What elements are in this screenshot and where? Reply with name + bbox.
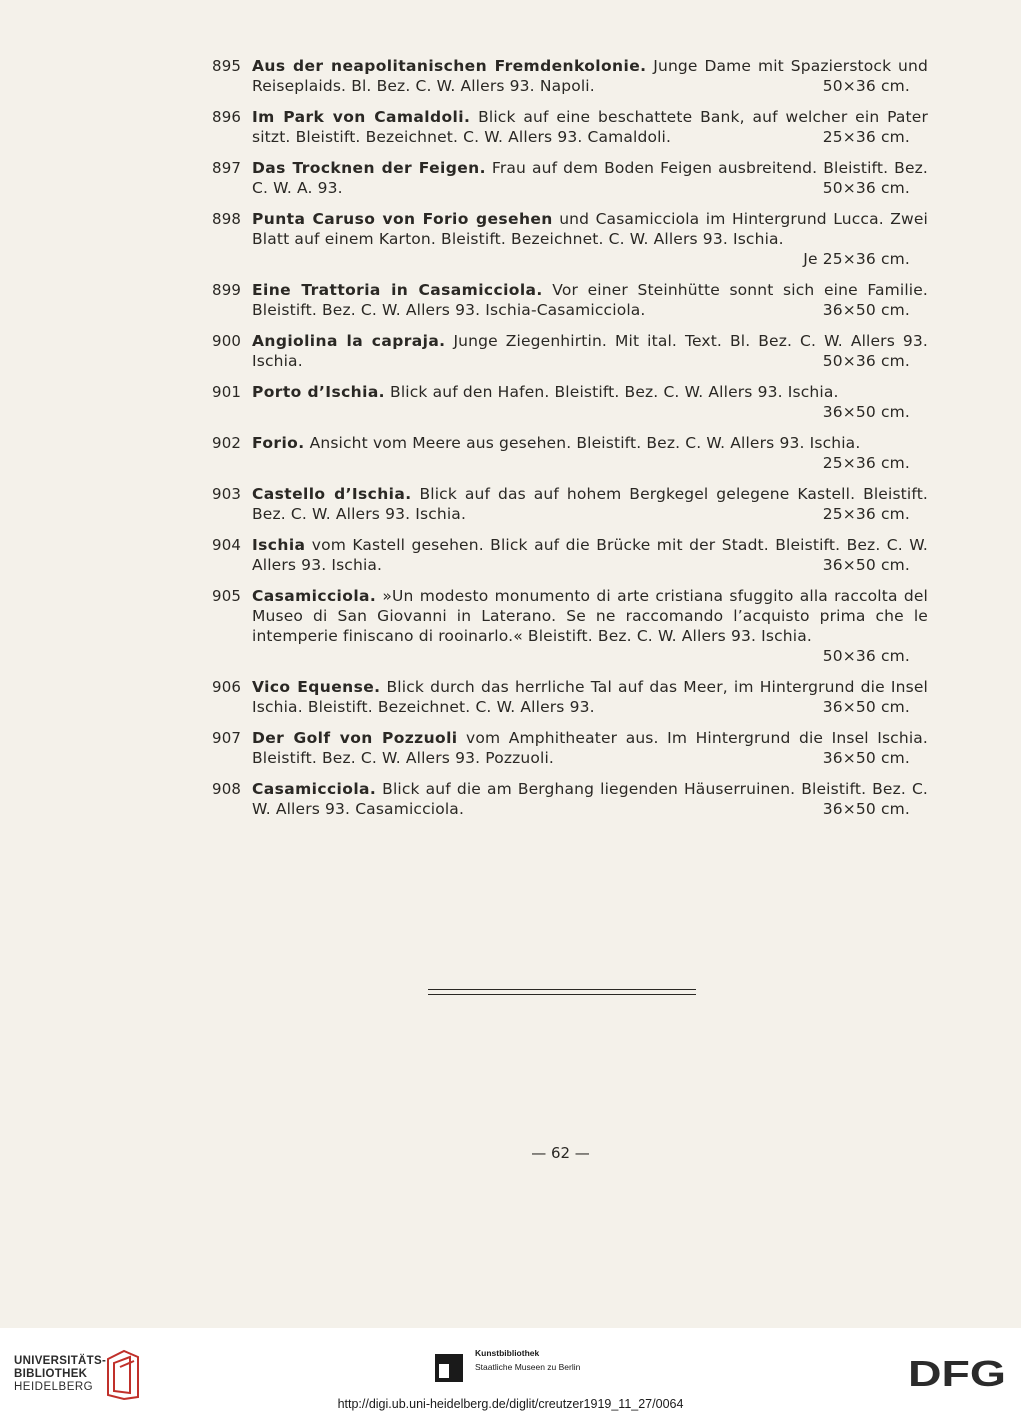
catalog-entry-906 xyxy=(212,677,932,717)
entry-text: Blick durch das herrliche Tal auf das Meer, im Hintergrund die Insel Ischia. Bleistift. Bezeichnet. C. W. Allers 93. xyxy=(252,678,928,716)
uni-line-1: UNIVERSITÄTS- xyxy=(14,1355,107,1367)
entry-body xyxy=(252,433,932,453)
entry-dimensions: 25×36 cm. xyxy=(822,454,910,472)
entry-number: 908 xyxy=(212,780,242,798)
dfg-logo-icon xyxy=(908,1357,1008,1389)
entry-number: 900 xyxy=(212,332,242,350)
catalog-entry-895 xyxy=(212,56,932,96)
entry-number: 898 xyxy=(212,210,242,228)
entry-dimensions: Je 25×36 cm. xyxy=(803,250,910,268)
entry-number: 903 xyxy=(212,485,242,503)
entry-title: Das Trocknen der Feigen. xyxy=(252,159,486,177)
catalog-entry-896 xyxy=(212,107,932,147)
entry-dimensions: 50×36 cm. xyxy=(822,179,910,197)
entry-title: Eine Trattoria in Casamicciola. xyxy=(252,281,543,299)
entry-title: Casamicciola. xyxy=(252,587,377,605)
entry-title: Im Park von Camaldoli. xyxy=(252,108,471,126)
entry-dimensions: 50×36 cm. xyxy=(822,77,910,95)
entry-number: 901 xyxy=(212,383,242,401)
entry-dimensions: 36×50 cm. xyxy=(822,403,910,421)
entry-dimensions: 50×36 cm. xyxy=(822,647,910,665)
entry-text: Blick auf das auf hohem Bergkegel gelegene Kastell. Bleistift. Bez. C. W. Allers 93. Ischia. xyxy=(252,485,928,523)
catalog-entries xyxy=(212,56,932,830)
entry-dimensions: 36×50 cm. xyxy=(822,301,910,319)
entry-number: 905 xyxy=(212,587,242,605)
entry-dimensions: 25×36 cm. xyxy=(822,128,910,146)
entry-number: 897 xyxy=(212,159,242,177)
kunstbibliothek-mark-icon xyxy=(435,1354,463,1382)
entry-text: Blick auf eine beschattete Bank, auf welcher ein Pater sitzt. Bleistift. Bezeichnet. C. W. Allers 93. Camaldoli. xyxy=(252,108,928,146)
kb-line-2: Staatliche Museen zu Berlin xyxy=(475,1362,581,1372)
entry-dimensions: 36×50 cm. xyxy=(822,556,910,574)
catalog-entry-904 xyxy=(212,535,932,575)
entry-number: 896 xyxy=(212,108,242,126)
end-rule-top xyxy=(428,989,696,990)
entry-title: Der Golf von Pozzuoli xyxy=(252,729,458,747)
entry-dimensions: 36×50 cm. xyxy=(822,698,910,716)
entry-body xyxy=(252,209,932,249)
entry-body xyxy=(252,382,932,402)
dfg-logo-text: DFG xyxy=(908,1357,1006,1389)
entry-text: »Un modesto monumento di arte cristiana sfuggito alla raccolta del Museo di San Giovanni in Laterano. Se ne raccomando l’acquisto prima che le intemperie finiscano di rooinarlo.« Bleistift. Bez. C. W. Allers 93. Ischia. xyxy=(252,587,928,645)
entry-number: 899 xyxy=(212,281,242,299)
entry-dimensions: 36×50 cm. xyxy=(822,749,910,767)
entry-text: Junge Ziegenhirtin. Mit ital. Text. Bl. Bez. C. W. Allers 93. Ischia. xyxy=(252,332,928,370)
entry-text: Blick auf die am Berghang liegenden Häuserruinen. Bleistift. Bez. C. W. Allers 93. Casamicciola. xyxy=(252,780,928,818)
entry-text: Vor einer Steinhütte sonnt sich eine Familie. Bleistift. Bez. C. W. Allers 93. Ischia-Casamicciola. xyxy=(252,281,929,319)
page-number: — 62 — xyxy=(531,1144,590,1162)
entry-dimensions: 36×50 cm. xyxy=(822,800,910,818)
entry-text: Ansicht vom Meere aus gesehen. Bleistift. Bez. C. W. Allers 93. Ischia. xyxy=(304,434,861,452)
entry-number: 895 xyxy=(212,57,242,75)
entry-text: Frau auf dem Boden Feigen ausbreitend. Bleistift. Bez. C. W. A. 93. xyxy=(252,159,928,197)
catalog-entry-900 xyxy=(212,331,932,371)
entry-text: Junge Dame mit Spazierstock und Reiseplaids. Bl. Bez. C. W. Allers 93. Napoli. xyxy=(252,57,928,95)
entry-title: Aus der neapolitanischen Fremdenkolonie. xyxy=(252,57,647,75)
entry-title: Forio. xyxy=(252,434,305,452)
catalog-entry-898 xyxy=(212,209,932,269)
catalog-entry-903 xyxy=(212,484,932,524)
entry-title: Angiolina la capraja. xyxy=(252,332,446,350)
end-rule-bottom xyxy=(428,994,696,995)
entry-text: vom Kastell gesehen. Blick auf die Brücke mit der Stadt. Bleistift. Bez. C. W. Allers 93. Ischia. xyxy=(252,536,928,574)
digitization-footer xyxy=(0,1328,1021,1413)
entry-title: Vico Equense. xyxy=(252,678,381,696)
kb-line-1: Kunstbibliothek xyxy=(475,1348,540,1358)
entry-title: Castello d’Ischia. xyxy=(252,485,412,503)
entry-title: Porto d’Ischia. xyxy=(252,383,385,401)
entry-text: vom Amphitheater aus. Im Hintergrund die Insel Ischia. Bleistift. Bez. C. W. Allers 93. Pozzuoli. xyxy=(252,729,928,767)
catalog-entry-902 xyxy=(212,433,932,473)
uni-line-3: HEIDELBERG xyxy=(14,1381,94,1393)
entry-dimensions: 25×36 cm. xyxy=(822,505,910,523)
catalog-entry-907 xyxy=(212,728,932,768)
source-url[interactable]: http://digi.ub.uni-heidelberg.de/diglit/creutzer1919_11_27/0064 xyxy=(337,1397,684,1411)
entry-text: Blick auf den Hafen. Bleistift. Bez. C. W. Allers 93. Ischia. xyxy=(384,383,839,401)
entry-text: und Casamicciola im Hintergrund Lucca. Zwei Blatt auf einem Karton. Bleistift. Bezeichnet. C. W. Allers 93. Ischia. xyxy=(252,210,929,248)
entry-title: Casamicciola. xyxy=(252,780,377,798)
catalog-entry-899 xyxy=(212,280,932,320)
entry-body xyxy=(252,586,932,646)
catalog-entry-908 xyxy=(212,779,932,819)
catalog-entry-901 xyxy=(212,382,932,422)
entry-number: 906 xyxy=(212,678,242,696)
entry-dimensions: 50×36 cm. xyxy=(822,352,910,370)
entry-number: 902 xyxy=(212,434,242,452)
entry-number: 907 xyxy=(212,729,242,747)
heidelberg-mark-icon xyxy=(104,1349,142,1401)
uni-line-2: BIBLIOTHEK xyxy=(14,1368,88,1380)
catalog-entry-905 xyxy=(212,586,932,666)
entry-title: Punta Caruso von Forio gesehen xyxy=(252,210,553,228)
catalog-entry-897 xyxy=(212,158,932,198)
entry-number: 904 xyxy=(212,536,242,554)
heidelberg-library-logo xyxy=(14,1355,106,1394)
entry-title: Ischia xyxy=(252,536,306,554)
